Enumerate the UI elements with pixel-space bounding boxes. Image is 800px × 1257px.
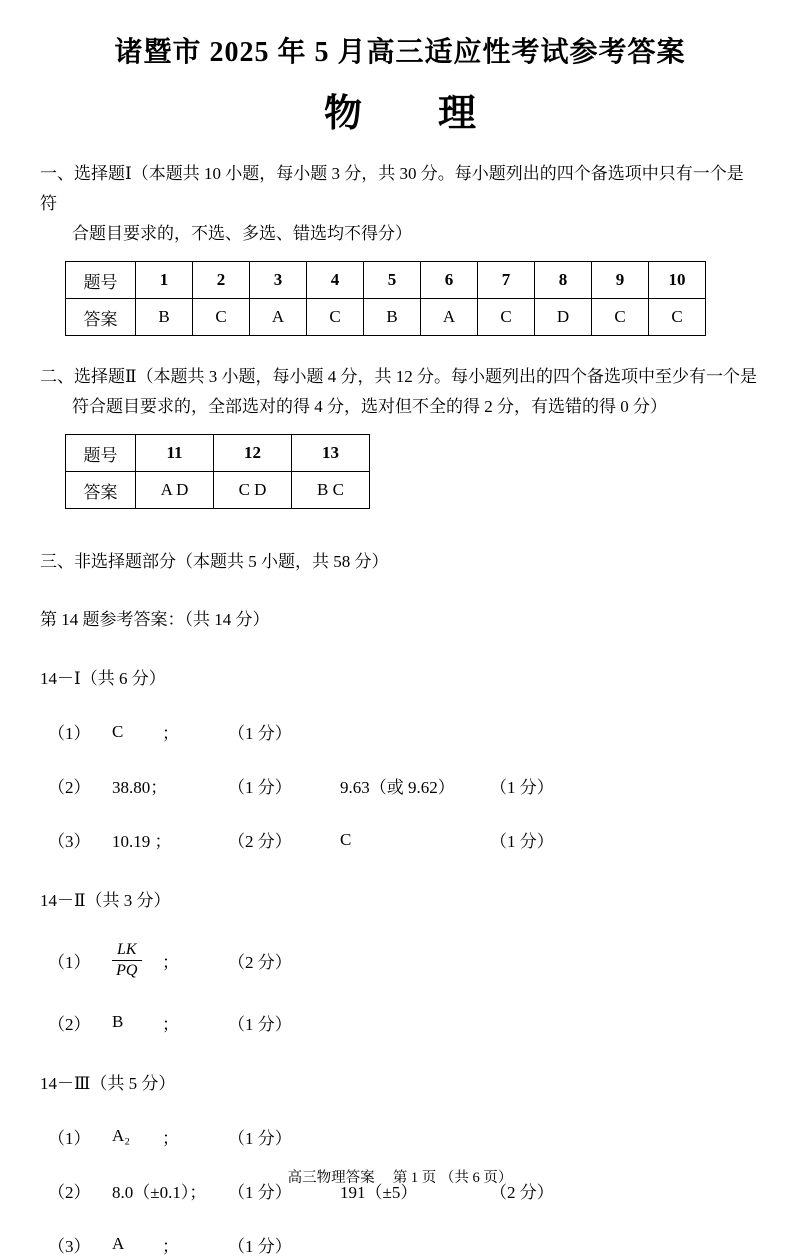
row-label-number: 题号 — [66, 435, 136, 472]
answer-cell: C — [193, 299, 250, 336]
item-number: （2） — [48, 778, 91, 797]
section1-heading-line1: 一、选择题Ⅰ（本题共 10 小题，每小题 3 分，共 30 分。每小题列出的四个备选项中只有一个是符 — [40, 164, 744, 213]
separator: ； — [162, 953, 179, 973]
answer-value-2: 9.63（或 9.62） — [340, 778, 455, 797]
answer-value — [112, 941, 162, 981]
answer-line — [48, 773, 760, 798]
section1-heading — [40, 159, 760, 249]
question-number: 9 — [592, 262, 649, 299]
score-label: （1 分） — [228, 724, 292, 743]
answer-row — [66, 472, 370, 509]
question-number: 2 — [193, 262, 250, 299]
question-number: 10 — [649, 262, 706, 299]
question-number: 1 — [136, 262, 193, 299]
answer-value: A₂ — [112, 1126, 131, 1146]
section1-heading-line2: 合题目要求的，不选、多选、错选均不得分） — [72, 224, 412, 243]
answer-cell: A — [250, 299, 307, 336]
answer-cell: C D — [214, 472, 292, 509]
score-label: （1 分） — [228, 1182, 292, 1202]
answer-cell: C — [592, 299, 649, 336]
question-number: 13 — [292, 435, 370, 472]
separator: ； — [162, 1128, 179, 1148]
question-number: 5 — [364, 262, 421, 299]
answer-cell: C — [649, 299, 706, 336]
fraction-lk-pq — [112, 941, 142, 981]
document-title: 诸暨市 2025 年 5 月高三适应性考试参考答案 — [114, 37, 686, 68]
fraction-denominator: PQ — [116, 962, 138, 980]
score-label: （2 分） — [228, 832, 292, 851]
question-number: 6 — [421, 262, 478, 299]
question-number: 11 — [136, 435, 214, 472]
answer-line — [48, 1124, 760, 1149]
separator: ； — [162, 1014, 179, 1034]
section2-heading — [40, 362, 760, 422]
answer-row — [66, 299, 706, 336]
row-label-answer: 答案 — [66, 472, 136, 509]
question-number-row — [66, 262, 706, 299]
answer-line — [48, 1010, 760, 1035]
question-number-row — [66, 435, 370, 472]
question-number: 12 — [214, 435, 292, 472]
item-number: （1） — [48, 724, 91, 743]
question-number: 8 — [535, 262, 592, 299]
answer-value-2: 191（±5） — [340, 1182, 418, 1202]
page-footer: 高三物理答案 第 1 页 （共 6 页） — [287, 1170, 513, 1186]
answer-line — [48, 719, 760, 744]
item-number: （1） — [48, 953, 91, 973]
score-label-2: （1 分） — [490, 778, 554, 797]
section2-answer-table — [65, 434, 370, 509]
answer-cell: A D — [136, 472, 214, 509]
score-label: （1 分） — [228, 1128, 292, 1148]
answer-line — [48, 827, 760, 852]
item-number: （2） — [48, 1014, 91, 1034]
answer-value: A — [112, 1234, 125, 1254]
row-label-answer: 答案 — [66, 299, 136, 336]
item-number: （2） — [48, 1182, 91, 1202]
item-number: （3） — [48, 1236, 91, 1256]
row-label-number: 题号 — [66, 262, 136, 299]
answer-line-fraction — [48, 941, 760, 981]
score-label-2: （2 分） — [490, 1182, 554, 1202]
score-label: （1 分） — [228, 778, 292, 797]
subject-title: 物 理 — [323, 93, 476, 135]
answer-value: C — [112, 721, 124, 741]
answer-cell: C — [307, 299, 364, 336]
fraction-numerator: LK — [112, 941, 142, 961]
score-label: （2 分） — [228, 953, 292, 973]
section2-heading-line2: 符合题目要求的，全部选对的得 4 分，选对但不全的得 2 分，有选错的得 0 分） — [72, 397, 667, 416]
score-label: （1 分） — [228, 1014, 292, 1034]
answer-line — [48, 1232, 760, 1257]
question-number: 7 — [478, 262, 535, 299]
score-label-2: （1 分） — [490, 832, 554, 851]
part1-title: 14－Ⅰ（共 6 分） — [40, 669, 166, 688]
answer-cell: B — [364, 299, 421, 336]
answer-cell: A — [421, 299, 478, 336]
answer-cell: B C — [292, 472, 370, 509]
answer-value-2: C — [340, 829, 352, 849]
section1-answer-table — [65, 261, 706, 336]
score-label: （1 分） — [228, 1236, 292, 1256]
question-number: 3 — [250, 262, 307, 299]
separator: ； — [162, 724, 179, 743]
answer-cell: D — [535, 299, 592, 336]
answer-value: 10.19 ； — [112, 832, 172, 851]
part2-title: 14－Ⅱ（共 3 分） — [40, 891, 171, 910]
item-number: （3） — [48, 832, 91, 851]
answer-value: 8.0（±0.1）； — [112, 1182, 207, 1202]
answer-value: 38.80； — [112, 778, 168, 797]
section3-heading: 三、非选择题部分（本题共 5 小题，共 58 分） — [40, 552, 389, 571]
separator: ； — [162, 1236, 179, 1256]
section2-heading-line1: 二、选择题Ⅱ（本题共 3 小题，每小题 4 分，共 12 分。每小题列出的四个备选项中至少有一个是 — [40, 367, 758, 386]
answer-cell: B — [136, 299, 193, 336]
answer-cell: C — [478, 299, 535, 336]
question14-header: 第 14 题参考答案：（共 14 分） — [40, 610, 270, 629]
part3-title: 14－Ⅲ（共 5 分） — [40, 1073, 176, 1093]
answer-value: B — [112, 1012, 124, 1032]
question-number: 4 — [307, 262, 364, 299]
item-number: （1） — [48, 1128, 91, 1148]
